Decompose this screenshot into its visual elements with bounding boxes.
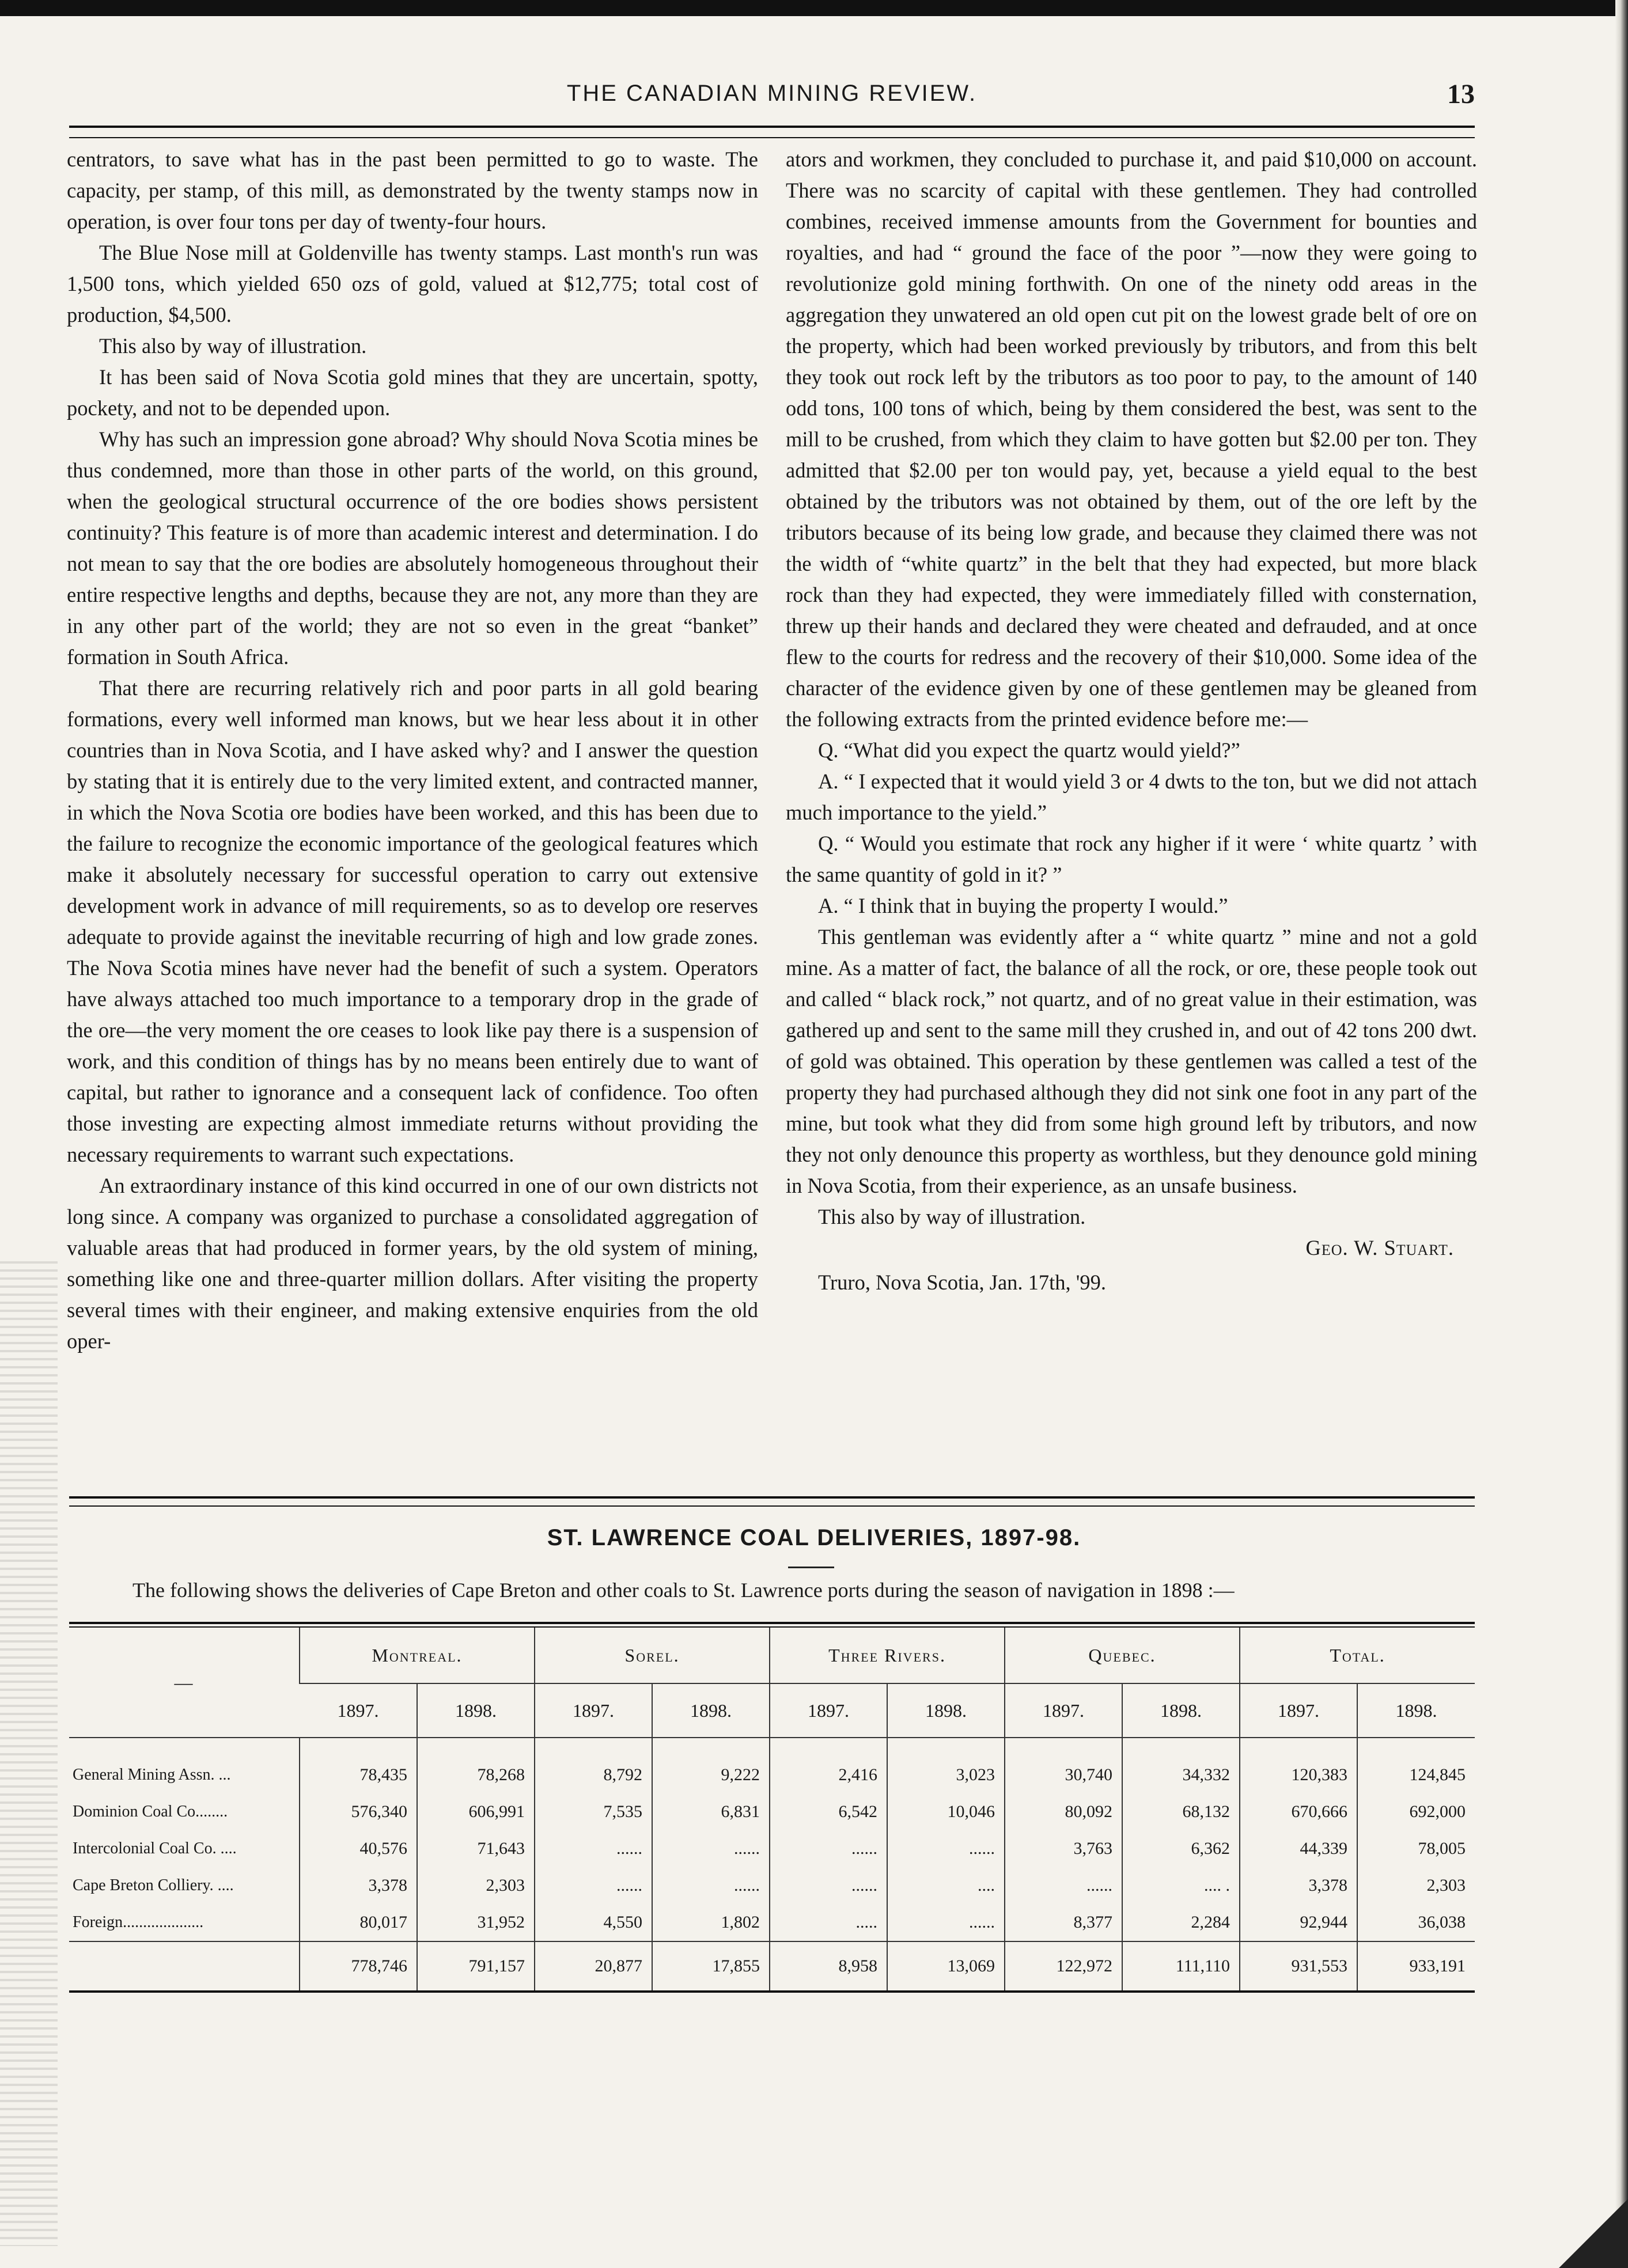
cell: 6,362 (1122, 1830, 1240, 1867)
title-dash (788, 1567, 834, 1568)
total-cell: 13,069 (887, 1941, 1005, 1990)
totals-row (69, 1941, 1475, 1990)
cell: 7,535 (535, 1793, 652, 1830)
cell: .... . (1122, 1867, 1240, 1904)
total-cell: 20,877 (535, 1941, 652, 1990)
running-title: THE CANADIAN MINING REVIEW. (566, 81, 978, 106)
cell: 78,005 (1357, 1830, 1475, 1867)
article-right-column (786, 144, 1477, 1298)
cell: ...... (770, 1830, 887, 1867)
cell: 40,576 (300, 1830, 417, 1867)
binding-edge (0, 1256, 58, 2246)
total-cell: 17,855 (652, 1941, 770, 1990)
row-label: Foreign.................... (73, 1913, 204, 1931)
paragraph: The Blue Nose mill at Goldenville has twenty stamps. Last month's run was 1,500 tons, which yielded 650 ozs of gold, valued at $12,775; total cost of production, $4,500. (67, 241, 758, 327)
year-header: 1898. (417, 1683, 535, 1738)
table-row (69, 1904, 1475, 1941)
table-title: ST. LAWRENCE COAL DELIVERIES, 1897-98. (547, 1525, 1081, 1550)
question: Q. “ Would you estimate that rock any higher if it were ‘ white quartz ’ with the same quantity of gold in it? ” (786, 832, 1477, 886)
cell: 3,763 (1005, 1830, 1122, 1867)
year-header: 1898. (1357, 1683, 1475, 1738)
column-group-header: Sorel. (535, 1628, 770, 1683)
answer: A. “ I think that in buying the property I would.” (818, 894, 1228, 917)
column-group-header: Total. (1240, 1628, 1475, 1683)
cell: 44,339 (1240, 1830, 1357, 1867)
total-cell: 933,191 (1357, 1941, 1475, 1990)
cell: 80,017 (300, 1904, 417, 1941)
question: Q. “What did you expect the quartz would yield?” (818, 738, 1240, 762)
year-header: 1897. (1005, 1683, 1122, 1738)
coal-deliveries-table (69, 1628, 1475, 1990)
cell: 9,222 (652, 1757, 770, 1793)
cell: 31,952 (417, 1904, 535, 1941)
table-row (69, 1830, 1475, 1867)
cell: 2,284 (1122, 1904, 1240, 1941)
cell: ...... (770, 1867, 887, 1904)
paragraph: An extraordinary instance of this kind occurred in one of our own districts not long since. A company was organized to purchase a consolidated aggregation of valuable areas that had produced in former years, by the old system of mining, something like one and three-quarter million dollars. After visiting the property several times with their engineer, and making extensive enquiries from the old oper- (67, 1174, 758, 1353)
row-label: Cape Breton Colliery. .... (73, 1876, 234, 1894)
row-label: Dominion Coal Co........ (73, 1803, 228, 1821)
cell: 4,550 (535, 1904, 652, 1941)
page-header (69, 81, 1475, 121)
paragraph: This also by way of illustration. (99, 334, 367, 358)
year-header: 1898. (652, 1683, 770, 1738)
page-number: 13 (1447, 79, 1475, 109)
row-label: Intercolonial Coal Co. .... (73, 1840, 237, 1857)
cell: ...... (535, 1830, 652, 1867)
cell: 2,303 (1357, 1867, 1475, 1904)
cell: .... (887, 1867, 1005, 1904)
cell: 6,831 (652, 1793, 770, 1830)
cell: 78,268 (417, 1757, 535, 1793)
cell: 78,435 (300, 1757, 417, 1793)
row-header-placeholder: — (69, 1628, 300, 1738)
paragraph: It has been said of Nova Scotia gold mines that they are uncertain, spotty, pockety, and not to be depended upon. (67, 365, 758, 420)
table-row (69, 1757, 1475, 1793)
cell: 3,378 (1240, 1867, 1357, 1904)
cell: 36,038 (1357, 1904, 1475, 1941)
column-group-header: Quebec. (1005, 1628, 1240, 1683)
column-group-header: Three Rivers. (770, 1628, 1005, 1683)
cell: ...... (887, 1830, 1005, 1867)
cell: ...... (652, 1867, 770, 1904)
totals-label-cell (69, 1941, 300, 1990)
paragraph: Why has such an impression gone abroad? Why should Nova Scotia mines be thus condemned, more than those in other parts of the world, on this ground, when the geological structural occurrence of the ore bodies shows persistent continuity? This feature is of more than academic interest and determination. I do not mean to say that the ore bodies are absolutely homogeneous throughout their entire respective lengths and depths, because they are not, any more than they are in any other part of the world; they are not so even in the great “banket” formation in South Africa. (67, 427, 758, 669)
cell: ...... (887, 1904, 1005, 1941)
section-rule (69, 1496, 1475, 1507)
total-cell: 122,972 (1005, 1941, 1122, 1990)
cell: 71,643 (417, 1830, 535, 1867)
cell: 120,383 (1240, 1757, 1357, 1793)
total-cell: 778,746 (300, 1941, 417, 1990)
cell: ..... (770, 1904, 887, 1941)
paragraph: ators and workmen, they concluded to purchase it, and paid $10,000 on account. There was no scarcity of capital with these gentlemen. They had controlled combines, received immense amounts from the Government for bounties and royalties, and had “ ground the face of the poor ”—now they were going to revolutionize gold mining forthwith. On one of the ninety odd areas in the aggregation they unwatered an old open cut pit on the lowest grade belt of ore on the property, which had been worked previously by tributors, and from this belt they took out rock left by the tributors as too poor to pay, to the amount of 140 odd tons, 100 tons of which, being by them considered the best, was sent to the mill to be crushed, from which they claim to have gotten but $2.00 per ton. They admitted that $2.00 per ton would pay, yet, because a yield equal to the best obtained by the tributors was not obtained by them, out of the ore left by the tributors because of its being low grade, and because they claimed there was not the width of “white quartz” in the belt that they had expected, but more black rock than they had expected, they were immediately filled with consternation, threw up their hands and declared they were cheated and defrauded, and at once flew to the courts for redress and the recovery of their $10,000. Some idea of the character of the evidence given by one of these gentlemen may be gleaned from the following extracts from the printed evidence before me:— (786, 147, 1477, 731)
dateline: Truro, Nova Scotia, Jan. 17th, '99. (818, 1270, 1106, 1294)
cell: ...... (1005, 1867, 1122, 1904)
right-border (1615, 0, 1628, 2268)
row-label: General Mining Assn. ... (73, 1766, 231, 1784)
cell: 92,944 (1240, 1904, 1357, 1941)
paragraph: centrators, to save what has in the past been permitted to go to waste. The capacity, per stamp, of this mill, as demonstrated by the twenty stamps now in operation, is over four tons per day of twenty-four hours. (67, 147, 758, 233)
table-row (69, 1793, 1475, 1830)
table-intro: The following shows the deliveries of Cape Breton and other coals to St. Lawrence ports during the season of navigation in 1898 :— (132, 1579, 1235, 1602)
cell: 1,802 (652, 1904, 770, 1941)
year-header: 1897. (1240, 1683, 1357, 1738)
cell: 8,377 (1005, 1904, 1122, 1941)
cell: 2,416 (770, 1757, 887, 1793)
cell: 3,378 (300, 1867, 417, 1904)
year-header: 1897. (770, 1683, 887, 1738)
cell: 8,792 (535, 1757, 652, 1793)
table-row (69, 1867, 1475, 1904)
cell: 68,132 (1122, 1793, 1240, 1830)
paragraph: That there are recurring relatively rich and poor parts in all gold bearing formations, every well informed man knows, but we hear less about it in other countries than in Nova Scotia, and I have asked why? and I answer the question by stating that it is entirely due to the very limited extent, and contracted manner, in which the Nova Scotia ore bodies have been worked, and this has been due to the failure to recognize the economic importance of the geological features which make it absolutely necessary for successful operation to carry out extensive development work in advance of mill requirements, so as to develop ore reserves adequate to provide against the inevitable recurring of high and low grade zones. The Nova Scotia mines have never had the benefit of such a system. Operators have always attached too much importance to a temporary drop in the grade of the ore—the very moment the ore ceases to look like pay there is a suspension of work, and this condition of things has by no means been entirely due to want of capital, but rather to ignorance and a consequent lack of confidence. Too often those investing are expecting almost immediate returns without providing the necessary requirements to warrant such expectations. (67, 676, 758, 1166)
cell: 124,845 (1357, 1757, 1475, 1793)
cell: 2,303 (417, 1867, 535, 1904)
year-header: 1897. (535, 1683, 652, 1738)
cell: 80,092 (1005, 1793, 1122, 1830)
total-cell: 8,958 (770, 1941, 887, 1990)
year-header: 1898. (887, 1683, 1005, 1738)
cell: 606,991 (417, 1793, 535, 1830)
cell: 3,023 (887, 1757, 1005, 1793)
coal-deliveries-table-frame (69, 1622, 1475, 1993)
column-group-header: Montreal. (300, 1628, 535, 1683)
cell: 692,000 (1357, 1793, 1475, 1830)
author-signature: Geo. W. Stuart. (1305, 1236, 1454, 1260)
cell: 34,332 (1122, 1757, 1240, 1793)
cell: 670,666 (1240, 1793, 1357, 1830)
year-header: 1897. (300, 1683, 417, 1738)
answer: A. “ I expected that it would yield 3 or 4 dwts to the ton, but we did not attach much importance to the yield.” (786, 769, 1477, 824)
cell: 10,046 (887, 1793, 1005, 1830)
page-corner (1559, 2199, 1628, 2268)
cell: ...... (652, 1830, 770, 1867)
total-cell: 111,110 (1122, 1941, 1240, 1990)
top-border (0, 0, 1628, 16)
paragraph: This also by way of illustration. (818, 1205, 1086, 1228)
header-rule (69, 126, 1475, 138)
article-left-column (67, 144, 758, 1357)
cell: 576,340 (300, 1793, 417, 1830)
total-cell: 791,157 (417, 1941, 535, 1990)
total-cell: 931,553 (1240, 1941, 1357, 1990)
cell: ...... (535, 1867, 652, 1904)
cell: 30,740 (1005, 1757, 1122, 1793)
cell: 6,542 (770, 1793, 887, 1830)
paragraph: This gentleman was evidently after a “ white quartz ” mine and not a gold mine. As a matter of fact, the balance of all the rock, or ore, these people took out and called “ black rock,” not quartz, and of no great value in their estimation, was gathered up and sent to the same mill they crushed in, and out of 42 tons 200 dwt. of gold was obtained. This operation by these gentlemen was called a test of the property they had purchased although they did not sink one foot in any part of the mine, but took what they did from some high ground left by tributors, and now they not only denounce this property as worthless, but they denounce gold mining in Nova Scotia, from their experience, as an unsafe business. (786, 925, 1477, 1197)
year-header: 1898. (1122, 1683, 1240, 1738)
